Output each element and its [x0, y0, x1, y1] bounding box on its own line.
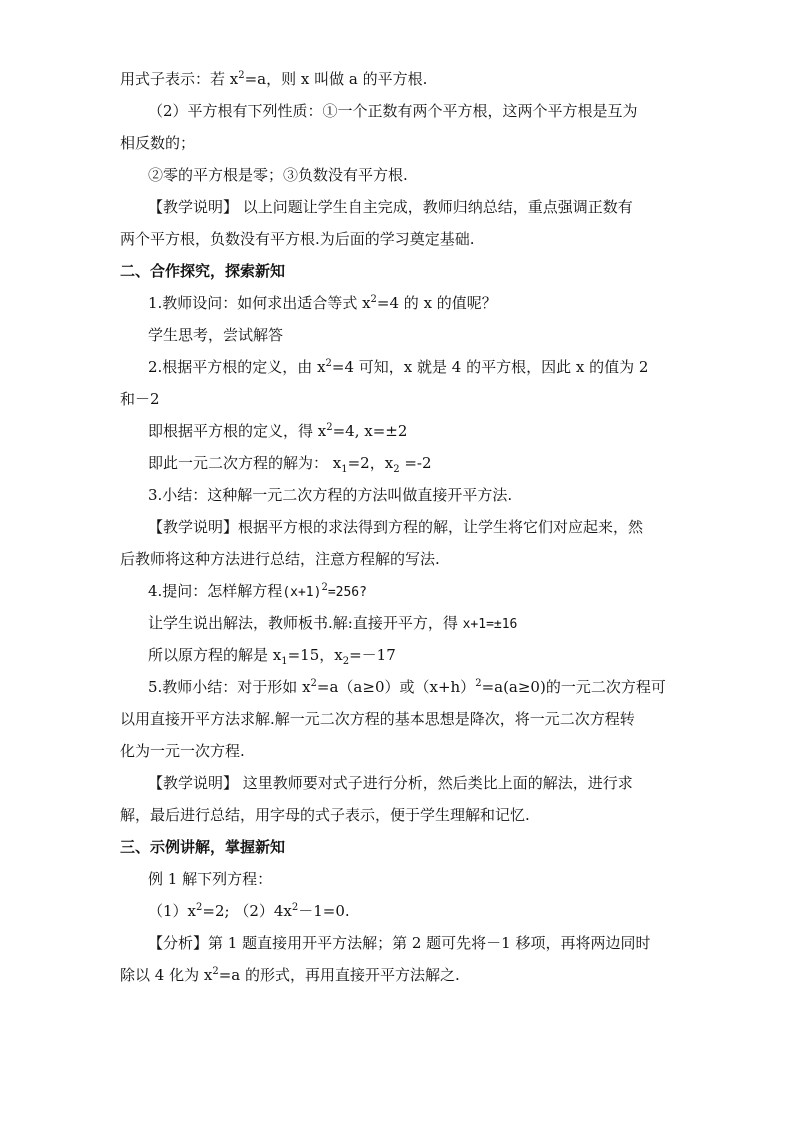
text-line: 化为一元一次方程. [120, 742, 245, 760]
example-problems: $(1)x^2=2$; $(2)4x^2-1=0$. [148, 902, 350, 920]
paragraph-line: 3.小结：这种解一元二次方程的方法叫做直接开平方法. [148, 486, 513, 504]
section-heading: 三、示例讲解，掌握新知 [120, 838, 286, 856]
paragraph-line: 让学生说出解法，教师板书.解:直接开平方，得 x+1=±16 [148, 614, 518, 632]
text-line: 后教师将这种方法进行总结，注意方程解的写法. [120, 550, 440, 568]
paragraph-line: 2.根据平方根的定义，由 $x^2=4$ 可知，x 就是 4 的平方根，因此 x 的值为 2 [148, 358, 649, 376]
paragraph-line: 所以原方程的解是 $x_1=15$，$x_2=-17$ [148, 646, 396, 667]
text-line: 和－2 [120, 390, 160, 408]
text-line: 相反数的； [120, 134, 196, 152]
paragraph-line: 5.教师小结：对于形如 $x^2=a(a\ge 0)$或$(x+h)^2=a(a\ge 0)$的一元二次方程可 [148, 678, 666, 696]
text-line: 用式子表示：若 $x^2=a$，则 x 叫做 a 的平方根. [120, 70, 428, 88]
text-line: 解，最后进行总结，用字母的式子表示，便于学生理解和记忆. [120, 806, 530, 824]
paragraph-line: 1.教师设问：如何求出适合等式 $x^2=4$ 的 x 的值呢？ [148, 294, 497, 312]
paragraph-line: 4.提问：怎样解方程$(x+1)^2=256$? [148, 582, 367, 600]
paragraph-line: （2）平方根有下列性质：①一个正数有两个平方根，这两个平方根是互为 [148, 102, 638, 120]
section-heading: 二、合作探究，探索新知 [120, 262, 286, 280]
text-line: 以用直接开平方法求解.解一元二次方程的基本思想是降次，将一元二次方程转 [120, 710, 635, 728]
paragraph-line: 即此一元二次方程的解为： $x_1=2$，$x_2 =-2$ [148, 454, 432, 475]
paragraph-line: 即根据平方根的定义，得 $x^2=4$, x=±2 [148, 422, 408, 440]
teaching-note: 【教学说明】根据平方根的求法得到方程的解，让学生将它们对应起来，然 [148, 518, 644, 536]
text-line: 除以 4 化为 $x^2=a$ 的形式，再用直接开平方法解之. [120, 966, 460, 984]
paragraph-line: 学生思考，尝试解答 [148, 326, 284, 344]
paragraph-line: ②零的平方根是零；③负数没有平方根. [148, 166, 408, 184]
example-title: 例 1 解下列方程： [148, 870, 273, 888]
analysis-note: 【分析】第 1 题直接用开平方法解；第 2 题可先将－1 移项，再将两边同时 [148, 934, 651, 952]
teaching-note: 【教学说明】 以上问题让学生自主完成，教师归纳总结，重点强调正数有 [148, 198, 633, 216]
teaching-note: 【教学说明】 这里教师要对式子进行分析，然后类比上面的解法，进行求 [148, 774, 633, 792]
text-line: 两个平方根，负数没有平方根.为后面的学习奠定基础. [120, 230, 475, 248]
